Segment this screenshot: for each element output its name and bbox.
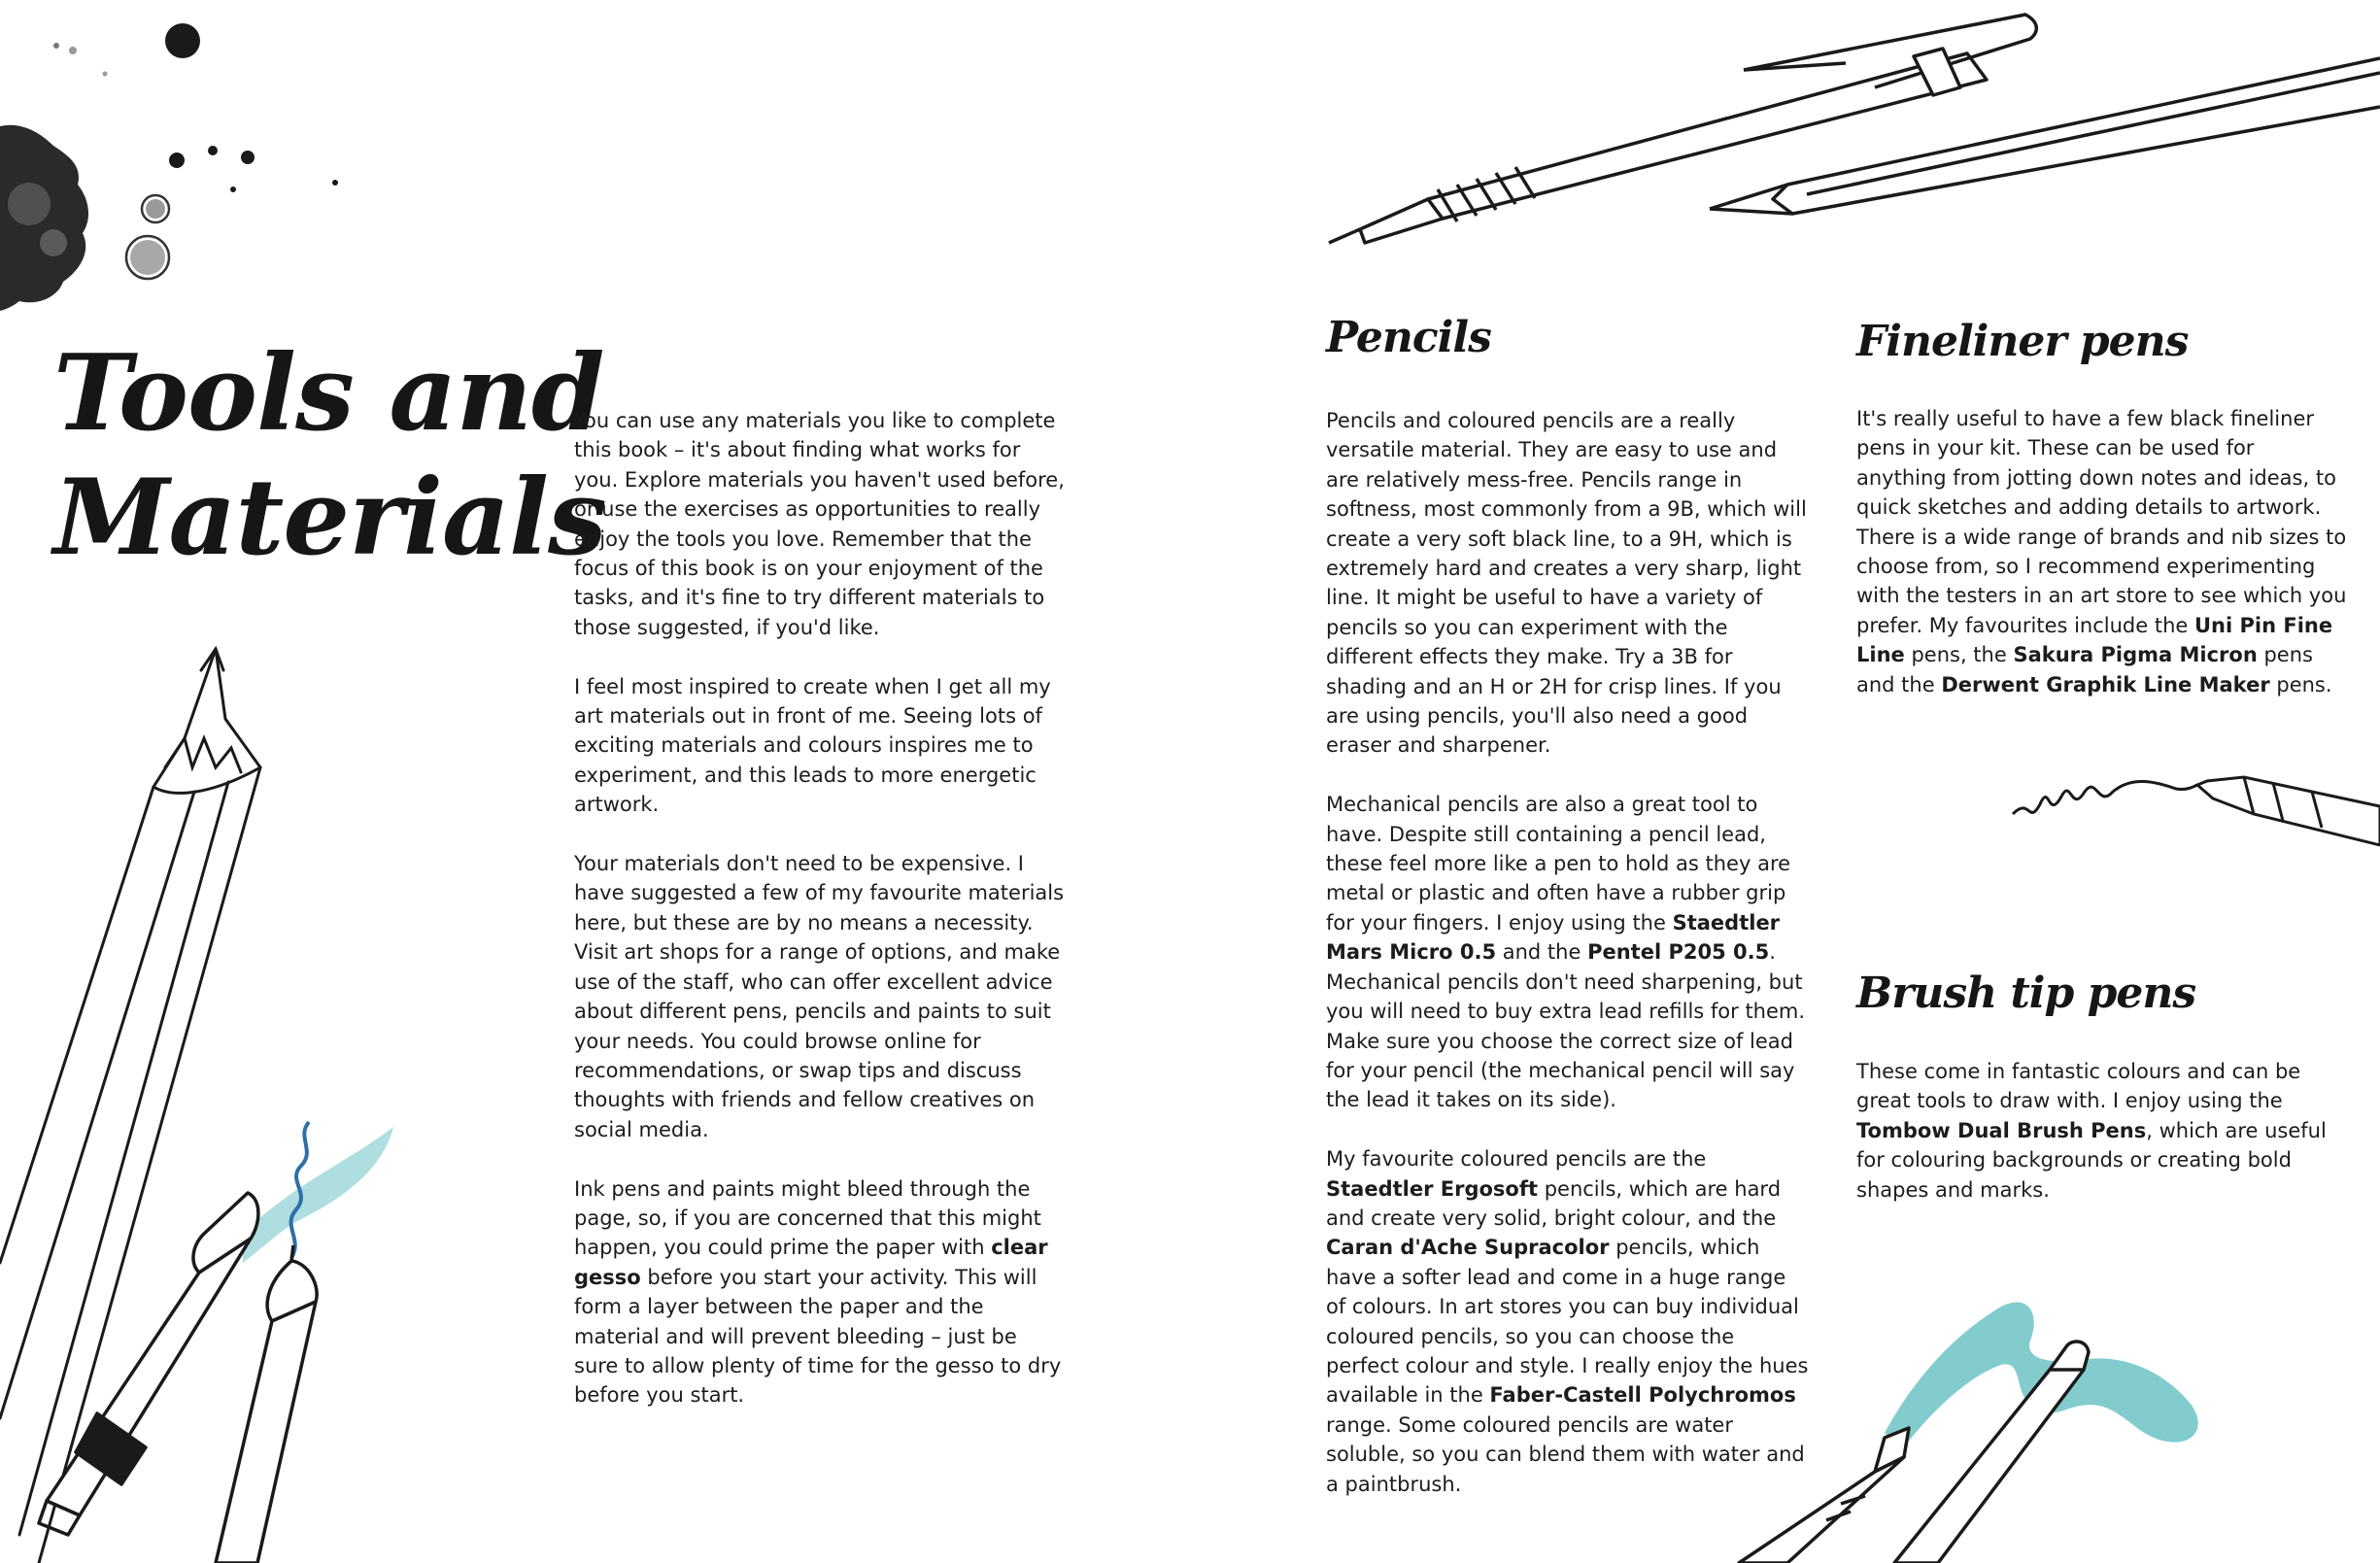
section-heading-pencils: Pencils [1326, 313, 1491, 362]
product-pentel-p205: Pentel P205 0.5 [1587, 940, 1770, 965]
product-sakura-pigma-micron: Sakura Pigma Micron [2013, 643, 2258, 667]
page-title-line1: Tools and [53, 332, 604, 455]
product-staedtler-mars-micro: Staedtler Mars Micro 0.5 [1326, 910, 1781, 965]
fineliner-pen-illustration-icon [216, 1245, 317, 1563]
brush-pen-illustration-icon [39, 1193, 258, 1535]
product-tombow-dual-brush-pens: Tombow Dual Brush Pens [1856, 1118, 2147, 1142]
intro-paragraph-1: You can use any materials you like to complete this book – it's about finding what works for you. Explore materials you haven't used before, or use the exercises as opportunities to really enjoy the tools you love. Remember that the focus of this book is on your enjoyment of the tasks, and it's fine to try different materials to those suggested, if you'd like. [574, 409, 1065, 639]
intro-paragraph-3: Your materials don't need to be expensive. I have suggested a few of my favourite materials here, but these are by no means a necessity. Visit art shops for a range of options, and make use of the staff, who can offer excellent advice about different pens, pencils and paints to suit your needs. You could browse online for recommendations, or swap tips and discuss thoughts with friends and fellow creatives on social media. [574, 852, 1065, 1141]
page-title-line2: Materials [53, 457, 606, 579]
pencils-paragraph-1: Pencils and coloured pencils are a really versatile material. They are easy to use and are relatively mess-free. Pencils range in softness, most commonly from a 9B, which will create a very soft black line, to a 9H, which is extremely hard and creates a very sharp, light line. It might be useful to have a variety of pencils so you can experiment with the different effects they make. Try a 3B for shading and an H or 2H for crisp lines. If you are using pencils, you'll also need a good eraser and sharpener. [1326, 409, 1807, 758]
page-title [53, 330, 606, 581]
brush-paragraph-1: These come in fantastic colours and can be great tools to draw with. I enjoy using the Tombow Dual Brush Pens, which are useful for colouring backgrounds or creating bold shapes and marks. [1856, 1060, 2327, 1202]
brush-column [1856, 1057, 2347, 1205]
product-clear-gesso: clear gesso [574, 1236, 1048, 1289]
product-staedtler-ergosoft: Staedtler Ergosoft [1326, 1176, 1539, 1201]
ink-splatter-icon [0, 23, 338, 311]
product-derwent-graphik-line-maker: Derwent Graphik Line Maker [1941, 672, 2270, 697]
fineliner-column [1856, 404, 2347, 699]
intro-paragraph-4: Ink pens and paints might bleed through the page, so, if you are concerned that this might happen, you could prime the paper with clear gesso before you start your activity. This will form a layer between the paper and the material and will prevent bleeding – just be sure to allow plenty of time for the gesso to dry before you start. [574, 1176, 1062, 1408]
intro-column [574, 406, 1065, 1410]
product-faber-castell-polychromos: Faber-Castell Polychromos [1489, 1383, 1796, 1408]
fineliner-paragraph-1: It's really useful to have a few black fineliner pens in your kit. These can be used for anything from jotting down notes and ideas, to quick sketches and adding details to artwork. There is a wide range of brands and nib sizes to choose from, so I recommend experimenting with the testers in an art store to see which you prefer. My favourites include the Uni Pin Fine Line pens, the Sakura Pigma Micron pens and the Derwent Graphik Line Maker pens. [1856, 407, 2347, 697]
section-heading-fineliner-pens: Fineliner pens [1856, 317, 2189, 366]
pencil-top-illustration-icon [1710, 58, 2380, 214]
pencils-column [1326, 406, 1812, 1499]
fineliner-scribble-icon [2013, 777, 2380, 845]
intro-paragraph-2: I feel most inspired to create when I get all my art materials out in front of me. Seeing lots of exciting materials and colours inspires me to experiment, and this leads to more energetic artwork. [574, 674, 1051, 817]
mechanical-pencil-illustration-icon [1329, 15, 2036, 243]
section-heading-brush-tip-pens: Brush tip pens [1856, 968, 2196, 1018]
product-caran-dache-supracolor: Caran d'Ache Supracolor [1326, 1236, 1610, 1260]
teal-wash [243, 1127, 393, 1263]
pencils-paragraph-2: Mechanical pencils are also a great tool to have. Despite still containing a pencil lead, these feel more like a pen to hold as they are metal or plastic and often have a rubber grip for your fingers. I enjoy using the Staedtler Mars Micro 0.5 and the Pentel P205 0.5. Mechanical pencils don't need sharpening, but you will need to buy extra lead refills for them. Make sure you choose the correct size of lead for your pencil (the mechanical pencil will say the lead it takes on its side). [1326, 793, 1806, 1112]
product-uni-pin-fine-line: Uni Pin Fine Line [1856, 613, 2333, 667]
pencils-paragraph-3: My favourite coloured pencils are the Staedtler Ergosoft pencils, which are hard and create very solid, bright colour, and the Caran d'Ache Supracolor pencils, which have a softer lead and come in a huge range of colours. In art stores you can buy individual coloured pencils, so you can choose the perfect colour and style. I really enjoy the hues available in the Faber-Castell Polychromos range. Some coloured pencils are water soluble, so you can blend them with water and a paintbrush. [1326, 1147, 1809, 1496]
